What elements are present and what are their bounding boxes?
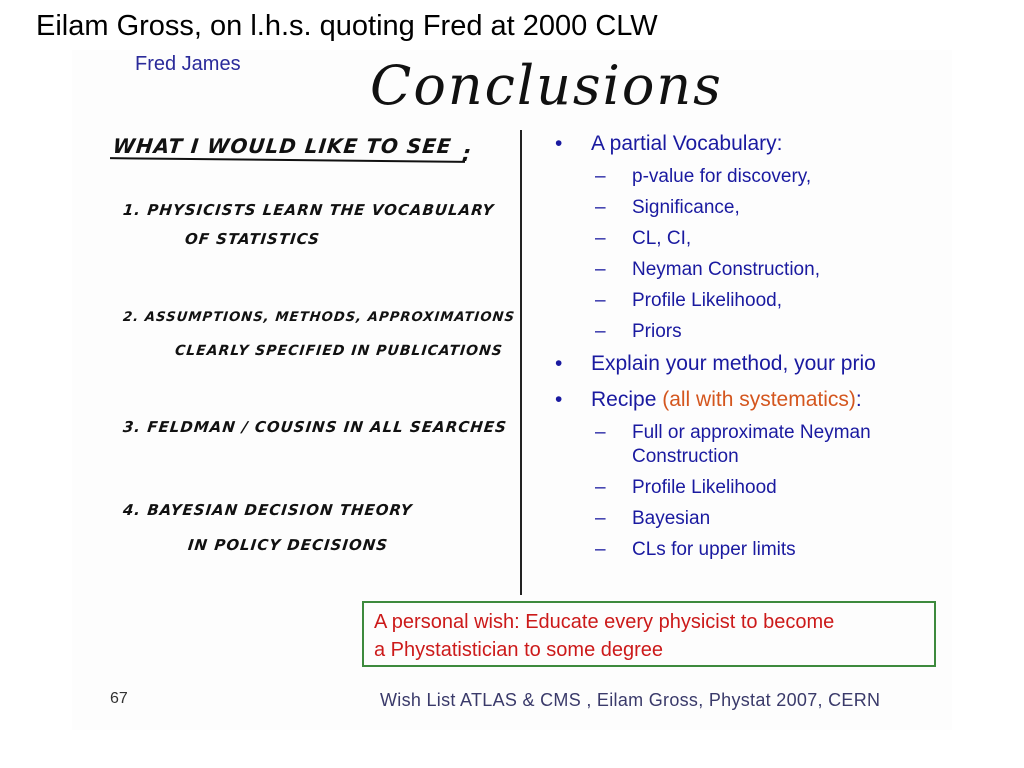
recipe-highlight: (all with systematics) (662, 388, 856, 411)
vocabulary-item: – Priors (555, 320, 955, 344)
handwritten-item-3-line1: 3. FELDMAN / COUSINS IN ALL SEARCHES (122, 418, 508, 436)
recipe-item: – CLs for upper limits (555, 538, 955, 562)
slide-author: Fred James (135, 53, 241, 75)
handwritten-item-2-line2: CLEARLY SPECIFIED IN PUBLICATIONS (174, 343, 504, 359)
header-title: Eilam Gross, on l.h.s. quoting Fred at 2000 CLW (36, 10, 658, 42)
vocabulary-heading: • A partial Vocabulary: (555, 130, 955, 158)
bullet-list (555, 130, 955, 562)
slide-footer: Wish List ATLAS & CMS , Eilam Gross, Phystat 2007, CERN (380, 690, 881, 710)
handwritten-item-4-line2: IN POLICY DECISIONS (187, 536, 390, 554)
column-divider (520, 130, 522, 595)
recipe-item: – Profile Likelihood (555, 476, 955, 500)
vocabulary-item: – CL, CI, (555, 227, 955, 251)
vocabulary-item: – Significance, (555, 196, 955, 220)
handwritten-item-1-line1: 1. PHYSICISTS LEARN THE VOCABULARY (122, 201, 496, 219)
recipe-colon: : (855, 388, 862, 411)
vocabulary-item: – Profile Likelihood, (555, 289, 955, 313)
recipe-bullet (555, 386, 955, 414)
slide-title: Conclusions (370, 54, 723, 117)
explain-bullet: • Explain your method, your prio (555, 350, 955, 378)
page-number: 67 (110, 690, 128, 707)
handwritten-heading: WHAT I WOULD LIKE TO SEE (111, 134, 453, 158)
vocabulary-item: – p-value for discovery, (555, 165, 955, 189)
vocabulary-item: – Neyman Construction, (555, 258, 955, 282)
recipe-item: – Full or approximate Neyman Construction (555, 421, 932, 469)
personal-wish-line2: a Phystatistician to some degree (374, 639, 664, 661)
recipe-label: Recipe (591, 388, 663, 411)
recipe-item: – Bayesian (555, 507, 955, 531)
personal-wish-line1: A personal wish: Educate every physicist to become (374, 611, 835, 633)
handwritten-colon: : (460, 142, 474, 167)
personal-wish-box (362, 601, 936, 667)
handwritten-item-2-line1: 2. ASSUMPTIONS, METHODS, APPROXIMATIONS (122, 310, 516, 325)
handwritten-item-1-line2: OF STATISTICS (184, 230, 321, 248)
handwritten-item-4-line1: 4. BAYESIAN DECISION THEORY (122, 501, 414, 519)
